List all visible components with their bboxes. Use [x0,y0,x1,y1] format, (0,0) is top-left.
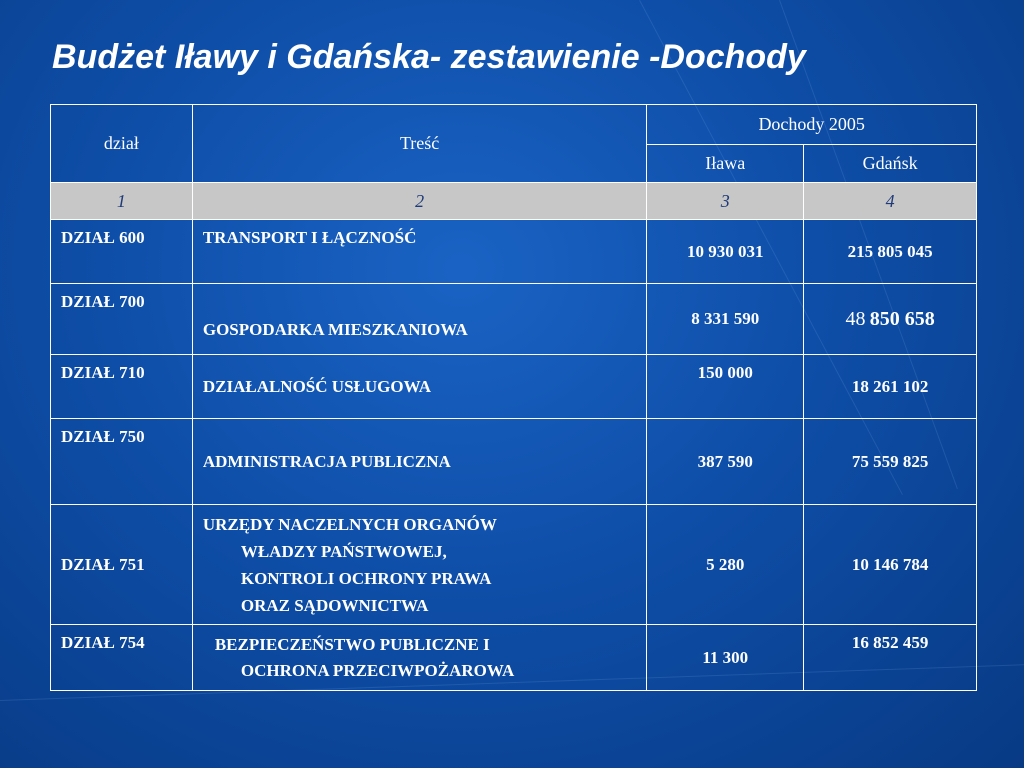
cell-tresc: DZIAŁALNOŚĆ USŁUGOWA [192,355,647,419]
gdansk-value: 850 658 [869,307,935,330]
column-number: 2 [192,183,647,220]
cell-ilawa: 5 280 [647,505,804,625]
header-dzial: dział [51,105,193,183]
table-row [51,505,977,625]
cell-ilawa: 150 000 [647,355,804,419]
cell-dzial: DZIAŁ 751 [51,505,193,625]
tresc-line: KONTROLI OCHRONY PRAWA [240,568,492,588]
header-dochody-2005: Dochody 2005 [647,105,977,145]
cell-ilawa: 11 300 [647,625,804,691]
header-gdansk: Gdańsk [804,145,977,183]
cell-dzial: DZIAŁ 754 [51,625,193,691]
column-number: 3 [647,183,804,220]
cell-gdansk: 10 146 784 [804,505,977,625]
table-row [51,355,977,419]
cell-gdansk [804,284,977,355]
cell-tresc [192,505,647,625]
budget-table [50,104,977,691]
cell-tresc: ADMINISTRACJA PUBLICZNA [192,419,647,505]
header-tresc: Treść [192,105,647,183]
table-row [51,419,977,505]
cell-dzial: DZIAŁ 750 [51,419,193,505]
column-number: 4 [804,183,977,220]
slide-title: Budżet Iławy i Gdańska- zestawienie -Dochody [52,38,806,76]
cell-gdansk: 16 852 459 [804,625,977,691]
cell-ilawa: 8 331 590 [647,284,804,355]
gdansk-prefix: 48 [845,307,866,330]
tresc-line: BEZPIECZEŃSTWO PUBLICZNE I [214,634,490,654]
cell-dzial: DZIAŁ 700 [51,284,193,355]
cell-tresc [192,625,647,691]
cell-tresc: TRANSPORT I ŁĄCZNOŚĆ [192,220,647,284]
column-number: 1 [51,183,193,220]
cell-dzial: DZIAŁ 710 [51,355,193,419]
tresc-line: OCHRONA PRZECIWPOŻAROWA [240,660,515,680]
tresc-line: WŁADZY PAŃSTWOWEJ, [240,541,447,561]
header-ilawa: Iława [647,145,804,183]
table-row [51,220,977,284]
table-row [51,625,977,691]
cell-dzial: DZIAŁ 600 [51,220,193,284]
cell-gdansk: 215 805 045 [804,220,977,284]
cell-gdansk: 75 559 825 [804,419,977,505]
cell-ilawa: 387 590 [647,419,804,505]
tresc-line: URZĘDY NACZELNYCH ORGANÓW [202,514,497,534]
tresc-line: ORAZ SĄDOWNICTWA [240,595,429,615]
cell-tresc: GOSPODARKA MIESZKANIOWA [192,284,647,355]
cell-gdansk: 18 261 102 [804,355,977,419]
cell-ilawa: 10 930 031 [647,220,804,284]
table-row [51,284,977,355]
